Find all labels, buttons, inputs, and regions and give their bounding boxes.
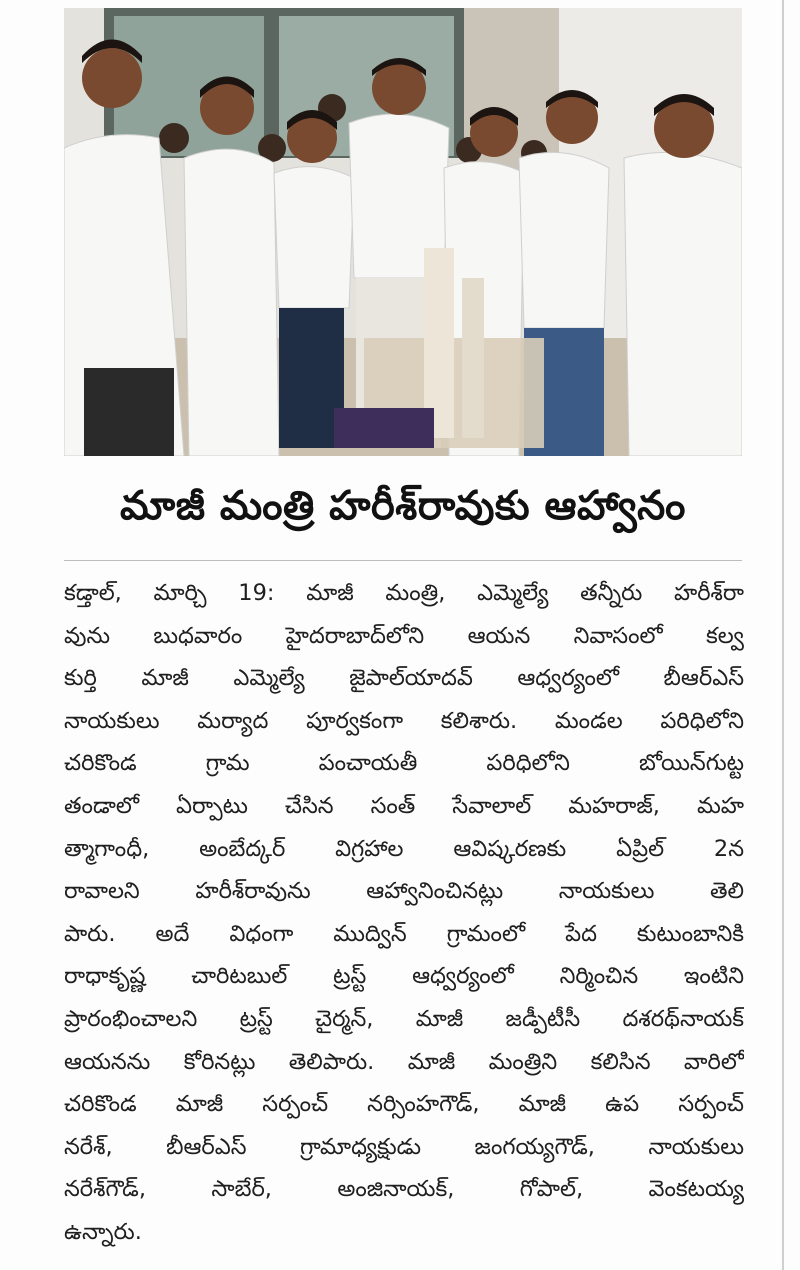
article-line: రావాలని హరీశ్‌రావును ఆహ్వానించినట్లు నాయకులు తెలి [64, 878, 744, 905]
article-line: ప్రారంభించాలని ట్రస్ట్ చైర్మన్, మాజీ జడ్పీటీసీ దశరథ్‌నాయక్ [64, 1005, 744, 1032]
article-line: ఆయనను కోరినట్లు తెలిపారు. మాజీ మంత్రిని కలిసిన వారిలో [64, 1048, 744, 1075]
article-line: ఉన్నారు. [64, 1218, 142, 1245]
article-line: చరికొండ గ్రామ పంచాయతీ పరిధిలోని బోయిన్‌గుట్ట [64, 750, 744, 777]
article-line: నరేశ్‌గౌడ్, సాబేర్, అంజినాయక్, గోపాల్, వెంకటయ్య [64, 1176, 744, 1203]
article-line: త్మాగాంధీ, అంబేద్కర్ విగ్రహాల ఆవిష్కరణకు ఏప్రిల్ 2న [64, 835, 744, 862]
article-line: కడ్తాల్, మార్చి 19: మాజీ మంత్రి, ఎమ్మెల్యే తన్నీరు హరీశ్‌రా [64, 580, 744, 606]
article-line: చరికొండ మాజీ సర్పంచ్ నర్సింహగౌడ్, మాజీ ఉప సర్పంచ్ [64, 1091, 744, 1118]
headline-divider [64, 560, 742, 561]
article-line: నరేశ్, బీఆర్ఎస్ గ్రామాధ్యక్షుడు జంగయ్యగౌడ్, నాయకులు [64, 1133, 744, 1160]
headline: మాజీ మంత్రి హరీశ్‌రావుకు ఆహ్వానం [120, 483, 686, 529]
article-line: తండాలో ఏర్పాటు చేసిన సంత్ సేవాలాల్ మహరాజ్, మహ [64, 792, 744, 819]
article-line: వును బుధవారం హైదరాబాద్‌లోని ఆయన నివాసంలో కల్వ [64, 622, 744, 649]
article-body [64, 572, 744, 1262]
article-line: నాయకులు మర్యాద పూర్వకంగా కలిశారు. మండల పరిధిలోని [64, 707, 744, 734]
page-edge [782, 0, 784, 1270]
article-line: పారు. అదే విధంగా ముద్విన్ గ్రామంలో పేద కుటుంబానికి [64, 920, 744, 947]
article-line: రాధాకృష్ణ చారిటబుల్ ట్రస్ట్ ఆధ్వర్యంలో నిర్మించిన ఇంటిని [64, 963, 744, 990]
news-photo [64, 8, 742, 456]
group-photo-illustration [64, 8, 742, 456]
article-line: కుర్తి మాజీ ఎమ్మెల్యే జైపాల్‌యాదవ్ ఆధ్వర్యంలో బీఆర్ఎస్ [64, 665, 744, 692]
